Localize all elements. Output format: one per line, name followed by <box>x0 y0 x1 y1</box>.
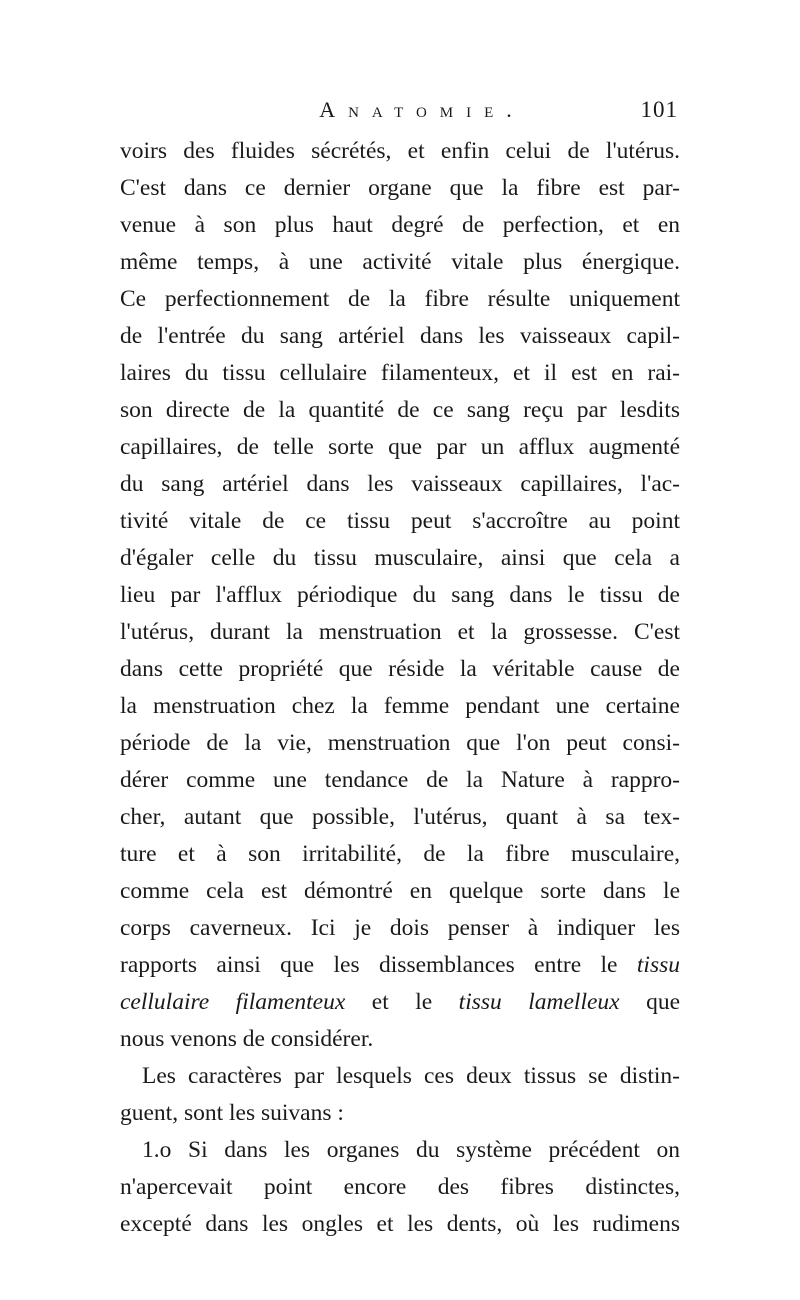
text-line: laires du tissu cellulaire filamenteux, et il est en rai- <box>120 360 680 386</box>
text-line: dérer comme une tendance de la Nature à rappro- <box>120 767 680 793</box>
text-line: ture et à son irritabilité, de la fibre musculaire, <box>120 841 680 867</box>
text-line: période de la vie, menstruation que l'on peut consi- <box>120 730 680 756</box>
text-line: de l'entrée du sang artériel dans les vaisseaux capil- <box>120 323 680 349</box>
text-line: C'est dans ce dernier organe que la fibre est par- <box>120 175 680 201</box>
body-text <box>120 133 680 1243</box>
line-text: rapports ainsi que les dissemblances entre le <box>120 952 618 978</box>
text-line: du sang artériel dans les vaisseaux capillaires, l'ac- <box>120 471 680 497</box>
text-line: guent, sont les suivans : <box>120 1100 344 1126</box>
text-line: corps caverneux. Ici je dois penser à indiquer les <box>120 915 680 941</box>
italic-term: tissu <box>636 952 680 978</box>
text-line: n'apercevait point encore des fibres distinctes, <box>120 1174 680 1200</box>
text-line-with-italic <box>120 947 680 984</box>
text-line-with-italic <box>120 984 680 1021</box>
text-line: tivité vitale de ce tissu peut s'accroître au point <box>120 508 680 534</box>
text-line: excepté dans les ongles et les dents, où les rudimens <box>120 1211 680 1237</box>
text-line: la menstruation chez la femme pendant une certaine <box>120 693 680 719</box>
italic-term: cellulaire filamenteux <box>120 989 346 1015</box>
line-text: et le <box>371 989 433 1015</box>
text-line: cher, autant que possible, l'utérus, quant à sa tex- <box>120 804 680 830</box>
text-line: voirs des fluides sécrétés, et enfin celui de l'utérus. <box>120 138 680 164</box>
text-line: 1.o Si dans les organes du système précédent on <box>142 1137 680 1163</box>
text-line: l'utérus, durant la menstruation et la grossesse. C'est <box>120 619 680 645</box>
text-line: Ce perfectionnement de la fibre résulte uniquement <box>120 286 680 312</box>
text-line: venue à son plus haut degré de perfection, et en <box>120 212 680 238</box>
italic-term: tissu lamelleux <box>458 989 620 1015</box>
line-text: que <box>646 989 681 1015</box>
text-line: Les caractères par lesquels ces deux tissus se distin- <box>142 1063 680 1089</box>
text-line: capillaires, de telle sorte que par un afflux augmenté <box>120 434 680 460</box>
running-header <box>120 90 680 130</box>
text-line: même temps, à une activité vitale plus énergique. <box>120 249 680 275</box>
text-line: lieu par l'afflux périodique du sang dans le tissu de <box>120 582 680 608</box>
text-line: son directe de la quantité de ce sang reçu par lesdits <box>120 397 680 423</box>
running-title: Anatomie. <box>319 97 525 122</box>
text-line: dans cette propriété que réside la véritable cause de <box>120 656 680 682</box>
text-line: comme cela est démontré en quelque sorte dans le <box>120 878 680 904</box>
paragraph <box>120 1132 680 1243</box>
paragraph <box>120 133 680 1058</box>
text-line: nous venons de considérer. <box>120 1026 374 1052</box>
text-line: d'égaler celle du tissu musculaire, ainsi que cela a <box>120 545 680 571</box>
paragraph <box>120 1058 680 1132</box>
page-number: 101 <box>640 97 678 122</box>
